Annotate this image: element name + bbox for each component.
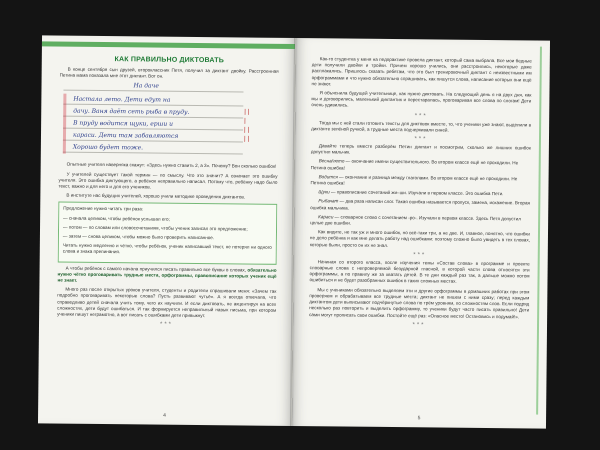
- section-separator: ***: [414, 136, 428, 143]
- dictation-heading: На даче: [133, 82, 159, 90]
- section-separator: ***: [159, 321, 174, 329]
- right-page-content: [308, 56, 532, 414]
- right-page: [292, 38, 550, 429]
- paragraph: Давайте теперь вместе разберём Петин диктант и посмотрим, сколько же лишних ошибок допустил мальчик.: [310, 143, 531, 155]
- page-edge-line: [536, 47, 542, 415]
- page-header-bar: [42, 41, 295, 49]
- box-line: — сначала целиком, чтобы ребёнок услышал его;: [63, 215, 170, 222]
- open-booklet: [38, 35, 550, 428]
- paragraph: А чтобы ребёнок с самого начала приучился писать правильно все буквы в словах, обязательно нужно чётко проговаривать трудные места, орфограммы, правописание которых ученик ещё не знает.: [57, 265, 277, 283]
- dictation-line: караси. Дети там забавляются: [72, 132, 179, 141]
- paragraph: У учителей существует такой термин — по смыслу. Что это значит? А означает это ошибку учителя. Это ошибка диктующего, а ребёнок неправильно написал. Потому что, ребёнку надо было текст, важно и для него и для его учеников.: [58, 171, 278, 190]
- box-line: Читать нужно медленно и чётко, чтобы ребёнок, ученик написавший текст, не потерял ни одного слова и знака препинания.: [62, 242, 272, 255]
- dictation-line: Хорошо будет тоже.: [72, 144, 144, 152]
- emphasis-text: обязательно нужно чётко проговаривать трудные места, орфограммы, правописание которых ученик ещё не знает.: [57, 267, 277, 283]
- error-example: Караси — словарное слово с сочетанием -ро-. Изучали в первом классе. Здесь Петя допустил целые две ошибки.: [310, 214, 521, 226]
- box-line: Предложение нужно читать три раза:: [63, 206, 144, 212]
- error-example: Весна/лето — окончание имени существительного. Во втором классе ещё не проходили. Не Петина ошибка!: [310, 158, 519, 171]
- paragraph: Мы с учениками обязательно выделяем эти и другие орфограммы в домашних работах при этом проверяем и обрабатываем все трудные места; диктант не пишем с ними сразу; перед каждым диктантом дети выписывают подчёркнутые слова по трём уровням, по сложностям слов. Если подряд несколько раз повторить и выделить орфограмму, то ученики будут часто писать правильно! Дети сами могут прописать свои ошибки. Постойте ещё раз: «Опасное место! Остановись и подумай!».: [309, 286, 530, 319]
- error-example: Щуки — правописание сочетаний жи–ши. Изучали в первом классе. Это ошибка Пети.: [318, 189, 504, 197]
- handwritten-dictation: [63, 82, 254, 160]
- paragraph: Много раз после открытых уроков учителя, студенты и родители спрашивали меня: «Зачем так подробно проговаривать некоторые слова? Пусть развивают чутьё». А я всегда отвечала, что справедливо детей сначала учить тому, чего их научили. И если диктовать, не акцентируя на всех сложностях, дети будут ошибаться. И так формируется неправильный навык письма, при котором ученики пишут неграмотно, а вот писать с ошибками дети привыкнут.: [57, 286, 277, 319]
- correction-marks: || | || ||: [242, 108, 251, 143]
- page-number: 5: [417, 415, 421, 422]
- dictation-line: дачу. Ваня даёт сеть рыба в пруду.: [73, 108, 190, 117]
- left-page-content: [56, 54, 279, 412]
- intro-paragraph: В конце сентября сын друзей, второклассник Петя, получил за диктант двойку. Расстроенная Петина мама показала мне этот диктант. Вот он.: [59, 66, 279, 79]
- section-separator: ***: [412, 321, 426, 329]
- margin-line: [63, 94, 67, 154]
- box-line: — потом — по словам или словосочетаниям, чтобы ученик записал это предложение;: [63, 224, 248, 232]
- dictation-line: В пруду водится щуки, ерши и: [73, 120, 174, 129]
- box-line: — затем — снова целиком, чтобы можно было проверить написанное.: [62, 233, 215, 241]
- paragraph: Опытные учителя наверняка скажут: «Здесь нужно ставить 2, а 3». Почему? Вон сколько ошибок!: [66, 162, 277, 170]
- left-page: [38, 35, 296, 426]
- page-number: 4: [163, 412, 166, 419]
- paragraph: Как-то студентка у меня на педпрактике провела диктант, который сама выбрала. Все мои бедные дети получили двойки и тройки. Причем хорошо учились, они расстроились, некоторые даже расплакались. Пришлось сказать ребятам, что это был тренировочный диктант с неизвестными им орфограммами и что нужно обязательно спрашивать, как пишутся слова, написание которых они ещё не знают.: [311, 56, 532, 87]
- paragraph: Как видите, не так уж и много ошибок, но всё-таки три, а не две. И, главное, понятно, что ошибки не дело ребёнка и как мне делать работу над ошибками: поэтому сложно было увидеть в тех словах, которые были, просто он их не знал.: [309, 229, 531, 248]
- dictation-line: Настала лето. Дети едут на: [73, 96, 171, 105]
- section-separator: ***: [413, 252, 427, 259]
- section-separator: ***: [414, 112, 428, 120]
- error-example: Рыбачат — два раза написан слог. Такая ошибка называется пропуск, замена, искажение. Вторая ошибка мальчика.: [310, 198, 531, 211]
- method-box: [58, 202, 278, 265]
- paragraph: В институте нас будущих учителей, хорошо учили методике проведения диктантов.: [66, 192, 246, 200]
- paragraph: Я объяснила будущей учительнице, как нужно диктовать. На следующий день я на двух дня, как мы и договорились, маленький диктантик и перестаралась, проговаривая все слова по слогам! Дети очень удивились.: [311, 90, 532, 108]
- paragraph: Тогда мы с ней стали готовить тексты для диктовок вместе, то, что ученики уже знают, выделили в диктанте зелёной ручкой, а трудные места подчеркивали синей.: [311, 119, 532, 133]
- error-example: Водится — окончание и разница между глаголами. Во втором классе ещё не проходили. Не Петина ошибка!: [310, 174, 518, 186]
- paragraph: Начиная со второго класса, после изучения темы «Состав слова» в программе и проекте словарные слова с непроверяемой безударной гласной, в которой части слова относятся эти орфограммы, а по правилу же за хватать детей. В те дни каждый раз так, а дальше можно потом ошибиться и не будет разобранных ошибок в таких сложных местах.: [309, 259, 530, 285]
- page-title: КАК ПРАВИЛЬНО ДИКТОВАТЬ: [114, 56, 225, 65]
